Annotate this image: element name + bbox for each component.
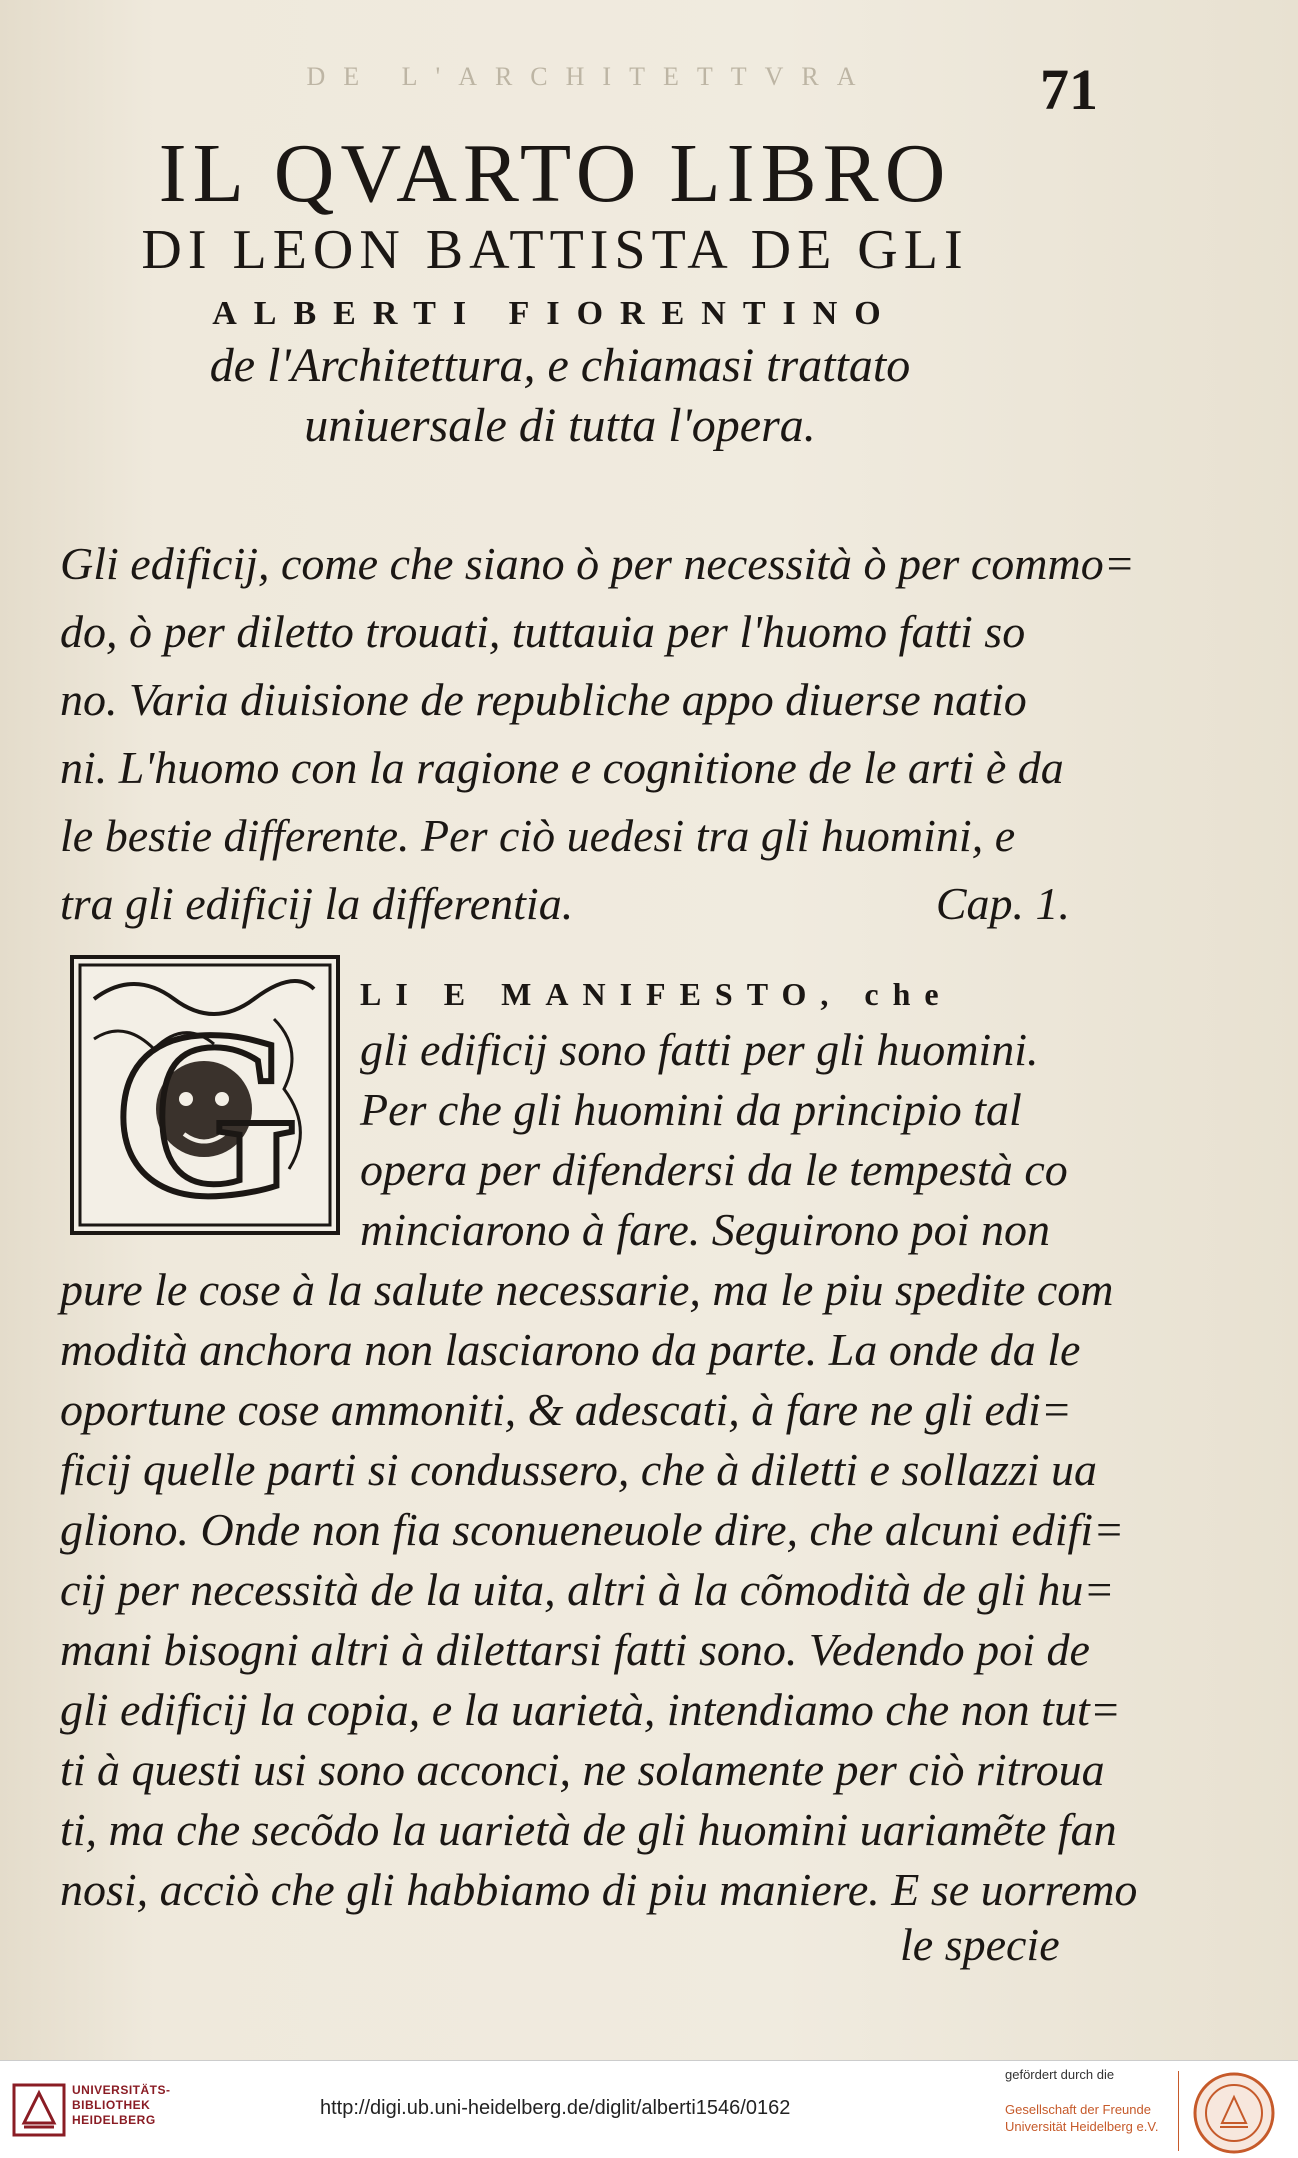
body-line: minciarono à fare. Seguirono poi non	[360, 1204, 1050, 1255]
body-line: gliono. Onde non fia sconueneuole dire, che alcuni edifi=	[60, 1504, 1125, 1555]
summary-line-last	[60, 870, 1070, 938]
body-line: ti à questi usi sono acconci, ne solamente per ciò ritroua	[60, 1744, 1105, 1795]
library-name-line: HEIDELBERG	[72, 2113, 156, 2127]
body-first-line: LI E MANIFESTO, che	[360, 976, 953, 1012]
chapter-label: Cap. 1.	[935, 878, 1070, 929]
body-line: mani bisogni altri à dilettarsi fatti sono. Vedendo poi de	[60, 1624, 1090, 1675]
summary-line-text: tra gli edificij la differentia.	[60, 878, 574, 929]
footer-divider	[1178, 2071, 1179, 2151]
body-line: opera per difendersi da le tempestà co	[360, 1144, 1068, 1195]
sponsor-name-line: Gesellschaft der Freunde	[1005, 2102, 1151, 2117]
title-line-1: IL QVARTO LIBRO	[158, 127, 952, 220]
body-line: gli edificij sono fatti per gli huomini.	[360, 1024, 1039, 1075]
body-line: oportune cose ammoniti, & adescati, à fare ne gli edi=	[60, 1384, 1072, 1435]
summary-line: ni. L'huomo con la ragione e cognitione de le arti è da	[60, 742, 1064, 793]
initial-letter: G	[111, 980, 299, 1231]
title-line-4: de l'Architettura, e chiamasi trattato	[209, 339, 911, 392]
running-head: DE L'ARCHITETTVRA	[306, 62, 874, 91]
library-name	[72, 2083, 171, 2128]
sponsor-name	[1005, 2101, 1170, 2135]
body-line: cij per necessità de la uita, altri à la cõmodità de gli hu=	[60, 1564, 1115, 1615]
body-line	[60, 960, 1070, 1020]
chapter-summary	[60, 530, 1135, 938]
sponsor-name-line: Universität Heidelberg e.V.	[1005, 2119, 1159, 2134]
permalink-url[interactable]: http://digi.ub.uni-heidelberg.de/diglit/alberti1546/0162	[320, 2097, 791, 2119]
summary-line: do, ò per diletto trouati, tuttauia per l'huomo fatti so	[60, 606, 1026, 657]
summary-line: no. Varia diuisione de republiche appo diuerse natio	[60, 674, 1027, 725]
body-line: nosi, acciò che gli habbiamo di piu maniere. E se uorremo	[60, 1864, 1138, 1915]
title-line-5: uniuersale di tutta l'opera.	[304, 399, 816, 452]
body-line: modità anchora non lasciarono da parte. La onde da le	[60, 1324, 1081, 1375]
title-line-3: ALBERTI FIORENTINO	[212, 295, 898, 332]
body-line: pure le cose à la salute necessarie, ma le piu spedite com	[60, 1264, 1114, 1315]
title-line-2: DI LEON BATTISTA DE GLI	[141, 219, 969, 281]
catchword: le specie	[900, 1919, 1060, 1970]
viewer-footer	[0, 2060, 1298, 2158]
university-seal-icon	[1192, 2071, 1276, 2155]
body-line: ficij quelle parti si condussero, che à diletti e sollazzi ua	[60, 1444, 1098, 1495]
summary-line: Gli edificij, come che siano ò per necessità ò per commo=	[60, 538, 1135, 589]
library-name-line: BIBLIOTHEK	[72, 2098, 151, 2112]
summary-line: le bestie differente. Per ciò uedesi tra gli huomini, e	[60, 810, 1016, 861]
body-line: Per che gli huomini da principio tal	[360, 1084, 1022, 1135]
page-number: 71	[1040, 57, 1098, 122]
sponsor-label: gefördert durch die	[1005, 2067, 1115, 2082]
library-name-line: UNIVERSITÄTS-	[72, 2083, 171, 2097]
university-library-logo-icon	[12, 2083, 66, 2137]
body-text	[60, 960, 1138, 1920]
body-line: gli edificij la copia, e la uarietà, intendiamo che non tut=	[60, 1684, 1121, 1735]
body-line: ti, ma che secõdo la uarietà de gli huomini uariamẽte fan	[60, 1804, 1117, 1855]
